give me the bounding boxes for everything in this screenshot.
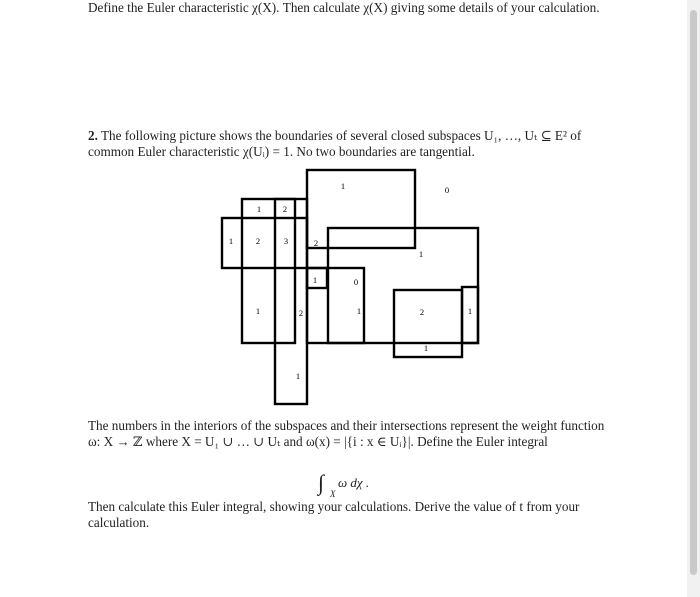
figure-label: 2 [313,238,319,248]
figure-label: 1 [255,306,261,316]
figure-label: 2 [282,204,288,214]
integral-body: ω dχ . [338,475,370,490]
closing-paragraph: Then calculate this Euler integral, showing your calculations. Derive the value of t from your calculation. [88,499,580,530]
subspace-col-1-2 [242,199,295,343]
figure-label: 1 [356,306,362,316]
subspace-top-large [307,170,415,248]
figure-label: 1 [312,275,318,285]
figure-label: 3 [283,236,289,246]
figure-label: 2 [298,308,304,318]
question-2 [88,128,616,160]
intro-text: Define the Euler characteristic χ(X). Then calculate χ(X) giving some details of your calculation. [88,0,600,15]
figure-label: 0 [353,277,359,287]
figure-label: 0 [444,185,450,195]
integral-sign: ∫ [318,470,325,495]
figure-label: 1 [228,236,234,246]
subspace-col-2-3 [275,199,307,404]
scrollbar-thumb[interactable] [690,10,697,575]
subspaces-figure [210,160,490,410]
figure-label: 2 [255,236,261,246]
figure-label: 1 [423,343,429,353]
question-number: 2. [88,128,98,143]
figure-label: 1 [256,204,262,214]
integral-subscript: X [330,489,336,499]
figure-label: 1 [418,249,424,259]
figure-label: 1 [467,306,473,316]
figure-label: 1 [340,181,346,191]
euler-integral [318,472,378,498]
question-2-text: The following picture shows the boundaries of several closed subspaces U₁, …, Uₜ ⊆ E² of common Euler characteristic χ(Uᵢ) = 1. No two boundaries are tangential. [88,128,582,159]
subspace-right-large [328,228,478,343]
figure-label: 1 [295,371,301,381]
figure-label: 2 [419,307,425,317]
weight-paragraph: The numbers in the interiors of the subspaces and their intersections represent the weight function ω: X → ℤ where X = U₁ ∪ … ∪ Uₜ and ω(x) = |{i : x ∈ Uᵢ}|. Define the Euler integral [88,418,605,449]
